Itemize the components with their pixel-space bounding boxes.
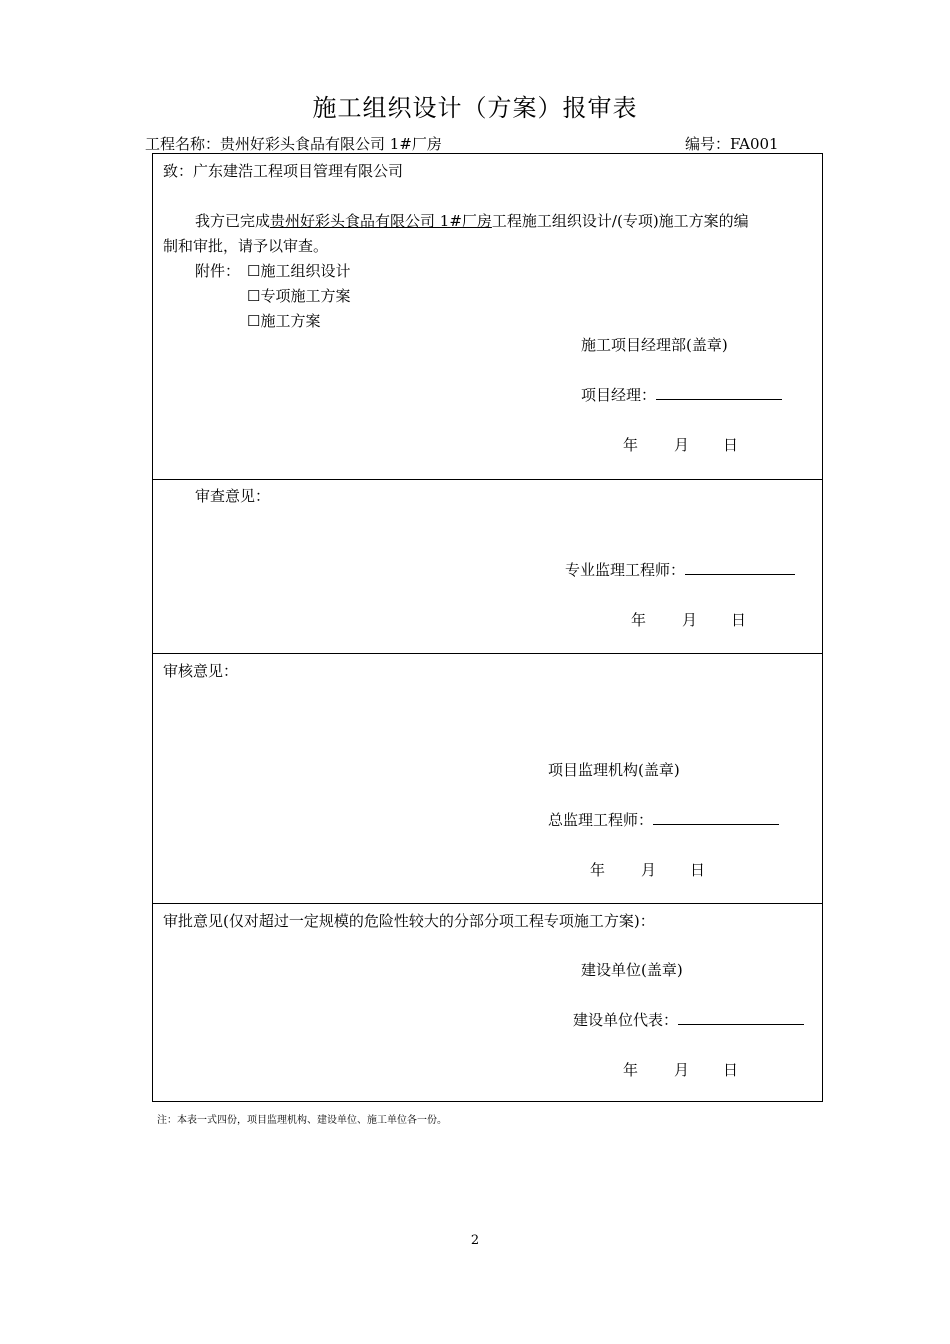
supervision-agency-stamp-label: 项目监理机构(盖章) <box>548 761 680 779</box>
owner-representative-row <box>573 1009 804 1030</box>
row-divider <box>153 653 822 654</box>
project-manager-label: 项目经理： <box>581 386 657 404</box>
attachment-checkbox-construction-design[interactable]: ☐施工组织设计 <box>247 262 351 280</box>
attachments-label: 附件： <box>195 262 241 280</box>
page-number: 2 <box>470 1233 480 1248</box>
submission-statement-line1 <box>195 210 749 231</box>
project-manager-signature-line[interactable] <box>656 385 782 400</box>
row-divider <box>153 903 822 904</box>
statement-suffix: 工程施工组织设计/(专项)施工方案的编 <box>491 212 749 230</box>
contractor-stamp-label: 施工项目经理部(盖章) <box>581 336 728 354</box>
chief-engineer-signature-line[interactable] <box>653 810 779 825</box>
chief-engineer-label: 总监理工程师： <box>548 811 654 829</box>
section1-date <box>623 434 738 455</box>
date-month: 月 <box>682 611 698 629</box>
date-year: 年 <box>631 611 647 629</box>
date-day: 日 <box>690 861 706 879</box>
section3-date <box>590 859 705 880</box>
supervising-engineer-signature-line[interactable] <box>685 560 795 575</box>
owner-stamp-label: 建设单位(盖章) <box>581 961 683 979</box>
date-month: 月 <box>674 436 690 454</box>
audit-opinion-heading: 审核意见： <box>163 662 239 680</box>
chief-engineer-row <box>548 809 779 830</box>
statement-prefix: 我方已完成 <box>195 212 271 230</box>
attachment-checkbox-special-plan[interactable]: ☐专项施工方案 <box>247 287 351 305</box>
section4-date <box>623 1059 738 1080</box>
project-name-label: 工程名称： <box>145 135 221 153</box>
date-month: 月 <box>641 861 657 879</box>
addressee: 致：广东建浩工程项目管理有限公司 <box>163 162 404 180</box>
attachment-checkbox-construction-plan[interactable]: ☐施工方案 <box>247 312 321 330</box>
statement-project-name: 贵州好彩头食品有限公司 1#厂房 <box>270 212 492 230</box>
date-month: 月 <box>674 1061 690 1079</box>
project-name-row <box>145 133 442 154</box>
date-day: 日 <box>723 436 739 454</box>
serial-number-row <box>685 133 779 154</box>
date-year: 年 <box>623 1061 639 1079</box>
submission-statement-line2: 制和审批，请予以审查。 <box>163 237 329 255</box>
supervising-engineer-label: 专业监理工程师： <box>565 561 686 579</box>
approval-opinion-heading: 审批意见(仅对超过一定规模的危险性较大的分部分项工程专项施工方案)： <box>163 912 655 930</box>
date-day: 日 <box>723 1061 739 1079</box>
date-year: 年 <box>623 436 639 454</box>
form-title: 施工组织设计（方案）报审表 <box>312 94 638 122</box>
approval-form-table <box>152 153 823 1102</box>
project-name-value: 贵州好彩头食品有限公司 1#厂房 <box>220 135 442 153</box>
footnote: 注：本表一式四份，项目监理机构、建设单位、施工单位各一份。 <box>157 1115 447 1126</box>
serial-number-label: 编号： <box>685 135 731 153</box>
review-opinion-heading: 审查意见： <box>195 487 271 505</box>
date-year: 年 <box>590 861 606 879</box>
project-manager-row <box>581 384 782 405</box>
owner-representative-label: 建设单位代表： <box>573 1011 679 1029</box>
date-day: 日 <box>731 611 747 629</box>
supervising-engineer-row <box>565 559 795 580</box>
serial-number-value: FA001 <box>730 135 779 153</box>
owner-representative-signature-line[interactable] <box>678 1010 804 1025</box>
section2-date <box>631 609 746 630</box>
row-divider <box>153 479 822 480</box>
